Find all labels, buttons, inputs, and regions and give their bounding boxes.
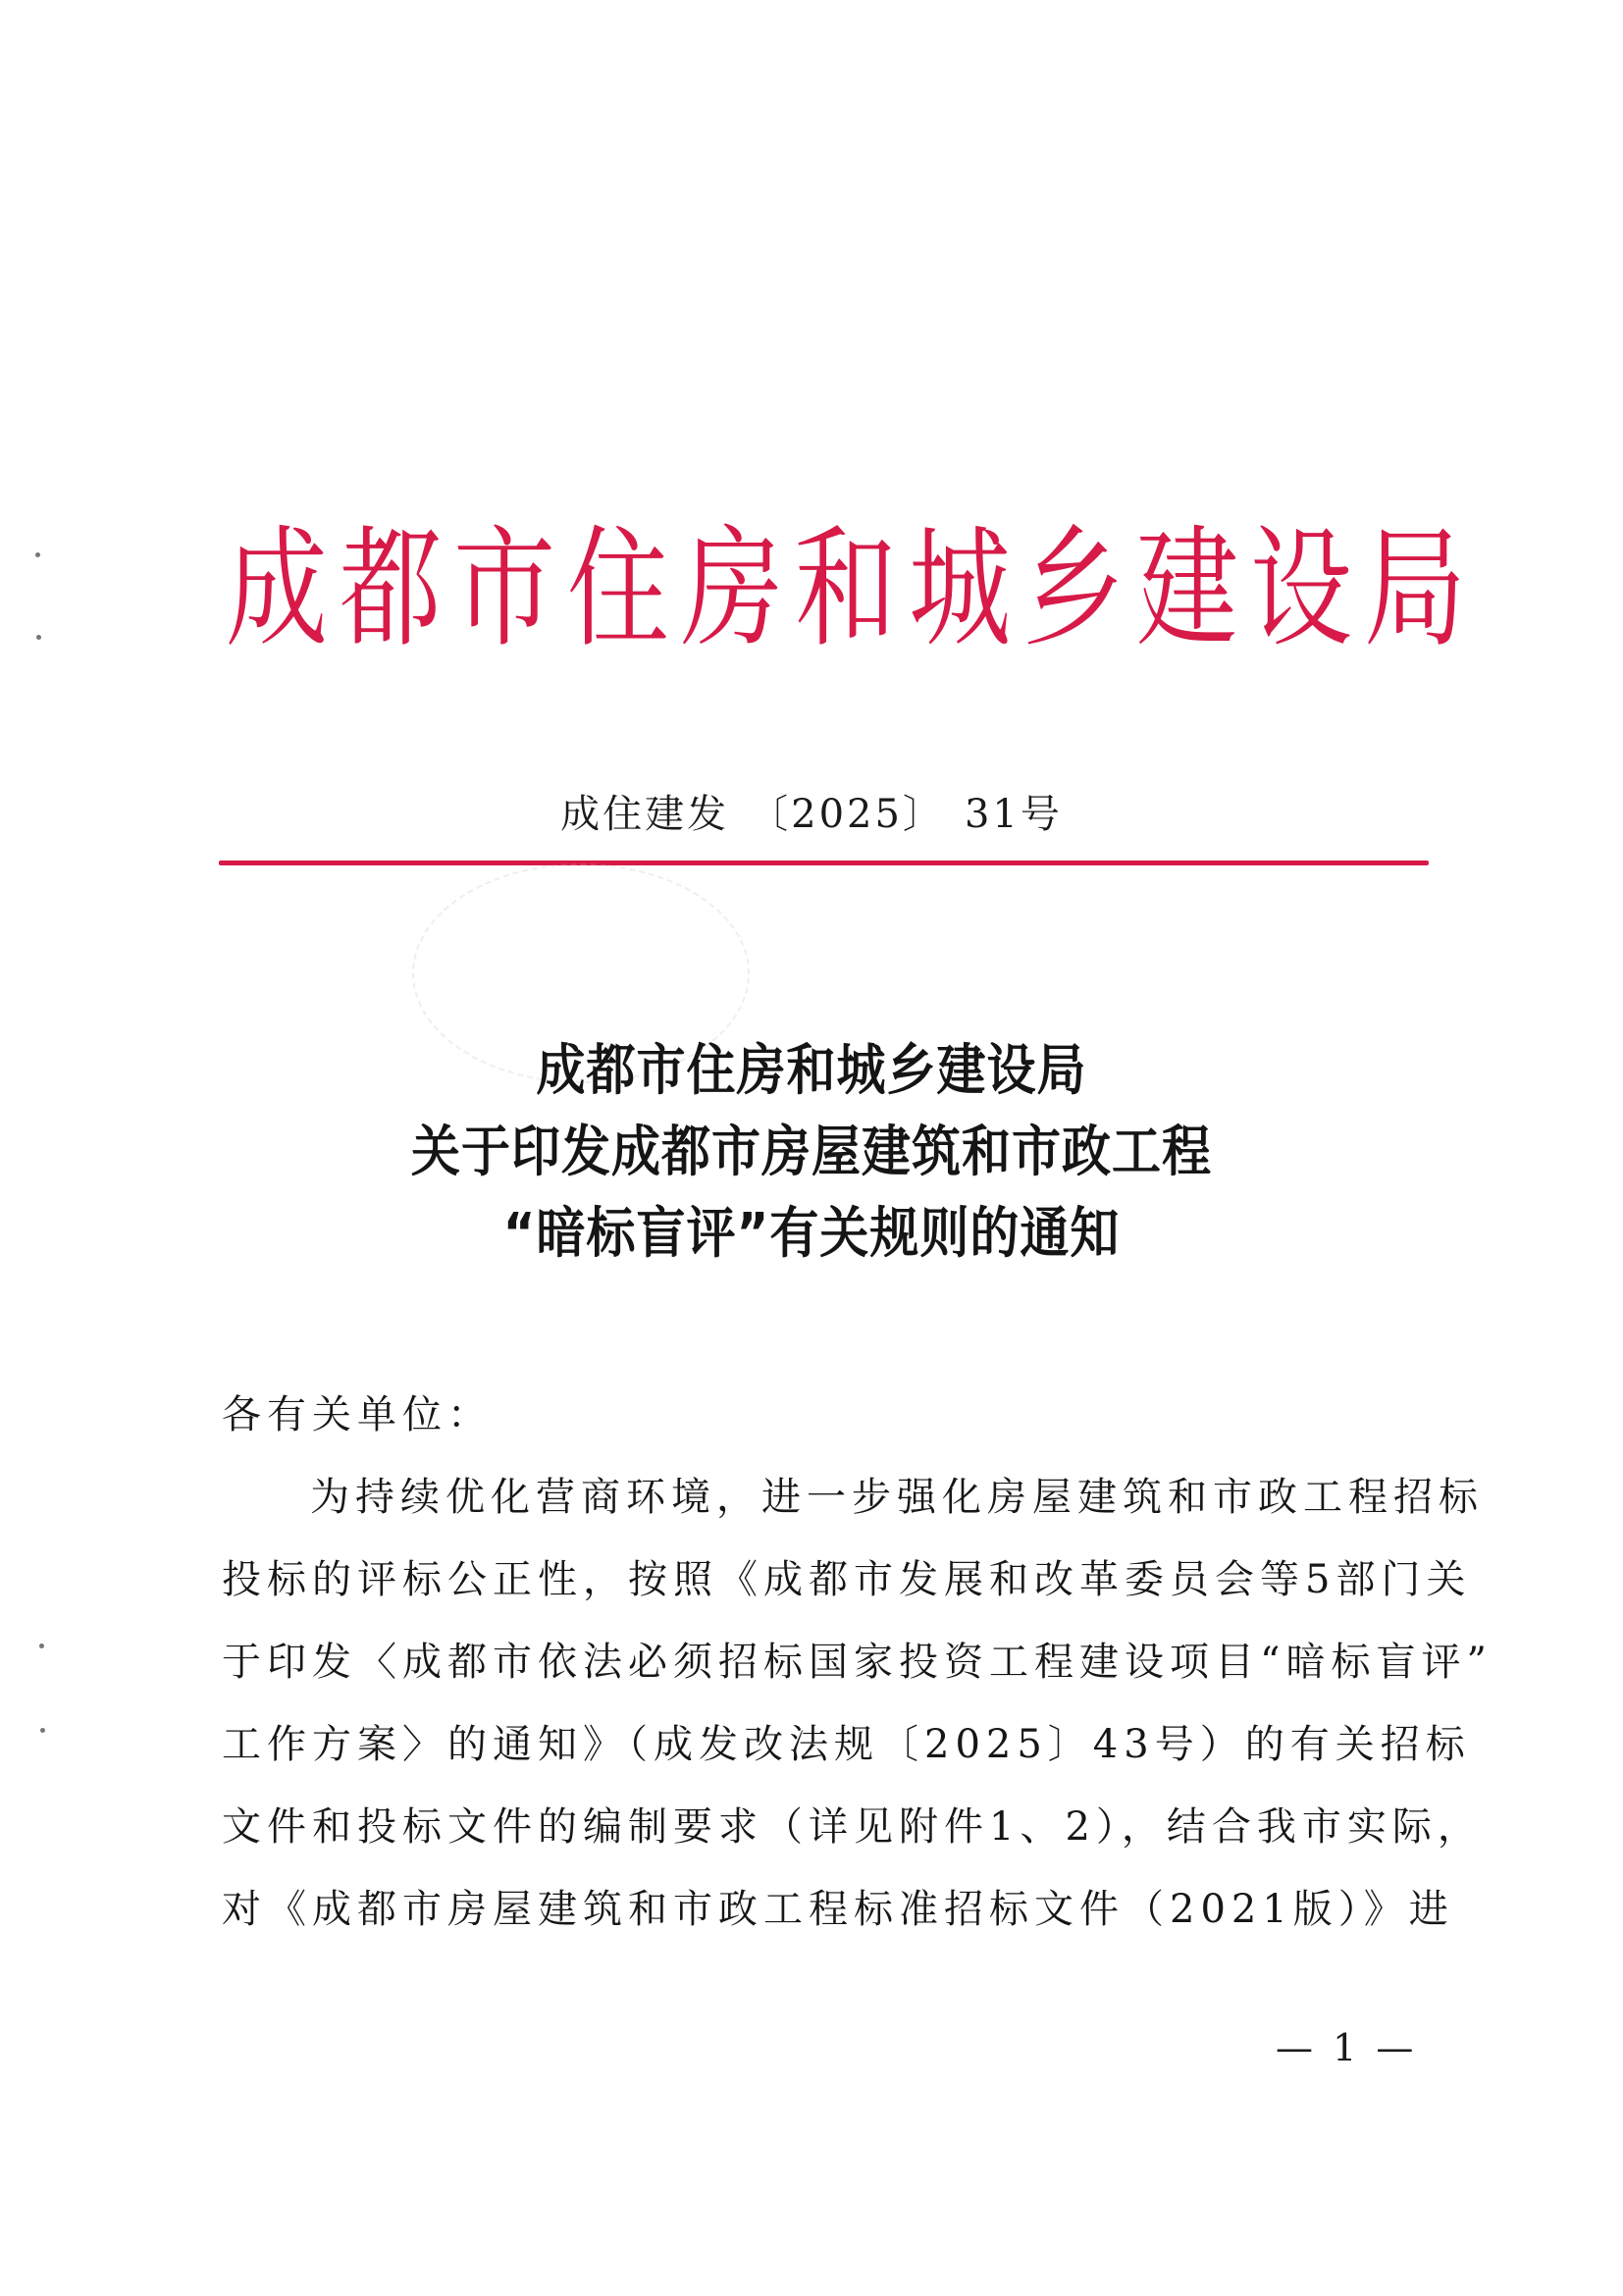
body-line: 投标的评标公正性，按照《成都市发展和改革委员会等5部门关 (222, 1557, 1472, 1602)
body-line: 对《成都市房屋建筑和市政工程标准招标文件（2021版）》进 (222, 1887, 1454, 1932)
doc-number-serial: 31号 (964, 792, 1063, 837)
binding-hole-mark (36, 635, 41, 640)
binding-hole-mark (39, 1644, 44, 1648)
body-line: 为持续优化营商环境，进一步强化房屋建筑和市政工程招标 (310, 1475, 1484, 1520)
binding-hole-mark (40, 1728, 45, 1733)
doc-number-year: 〔2025〕 (749, 792, 945, 837)
red-separator-line (219, 861, 1429, 865)
document-number (0, 785, 1623, 844)
doc-number-prefix: 成住建发 (560, 792, 730, 837)
title-line: 成都市住房和城乡建设局 (536, 1038, 1087, 1103)
binding-hole-mark (35, 552, 40, 557)
title-line: “暗标盲评”有关规则的通知 (502, 1201, 1121, 1266)
body-line: 文件和投标文件的编制要求（详见附件1、2），结合我市实际， (222, 1804, 1483, 1850)
document-title (0, 1030, 1623, 1275)
issuer-masthead: 成都市住房和城乡建设局 (226, 511, 1479, 666)
page-number: — 1 — (1276, 2026, 1418, 2069)
document-body (222, 1374, 1492, 1951)
body-line: 工作方案〉的通知》（成发改法规〔2025〕43号）的有关招标 (222, 1722, 1471, 1767)
body-line: 于印发〈成都市依法必须招标国家投资工程建设项目“暗标盲评” (222, 1640, 1492, 1685)
title-line: 关于印发成都市房屋建筑和市政工程 (411, 1120, 1212, 1184)
salutation: 各有关单位： (222, 1392, 493, 1437)
